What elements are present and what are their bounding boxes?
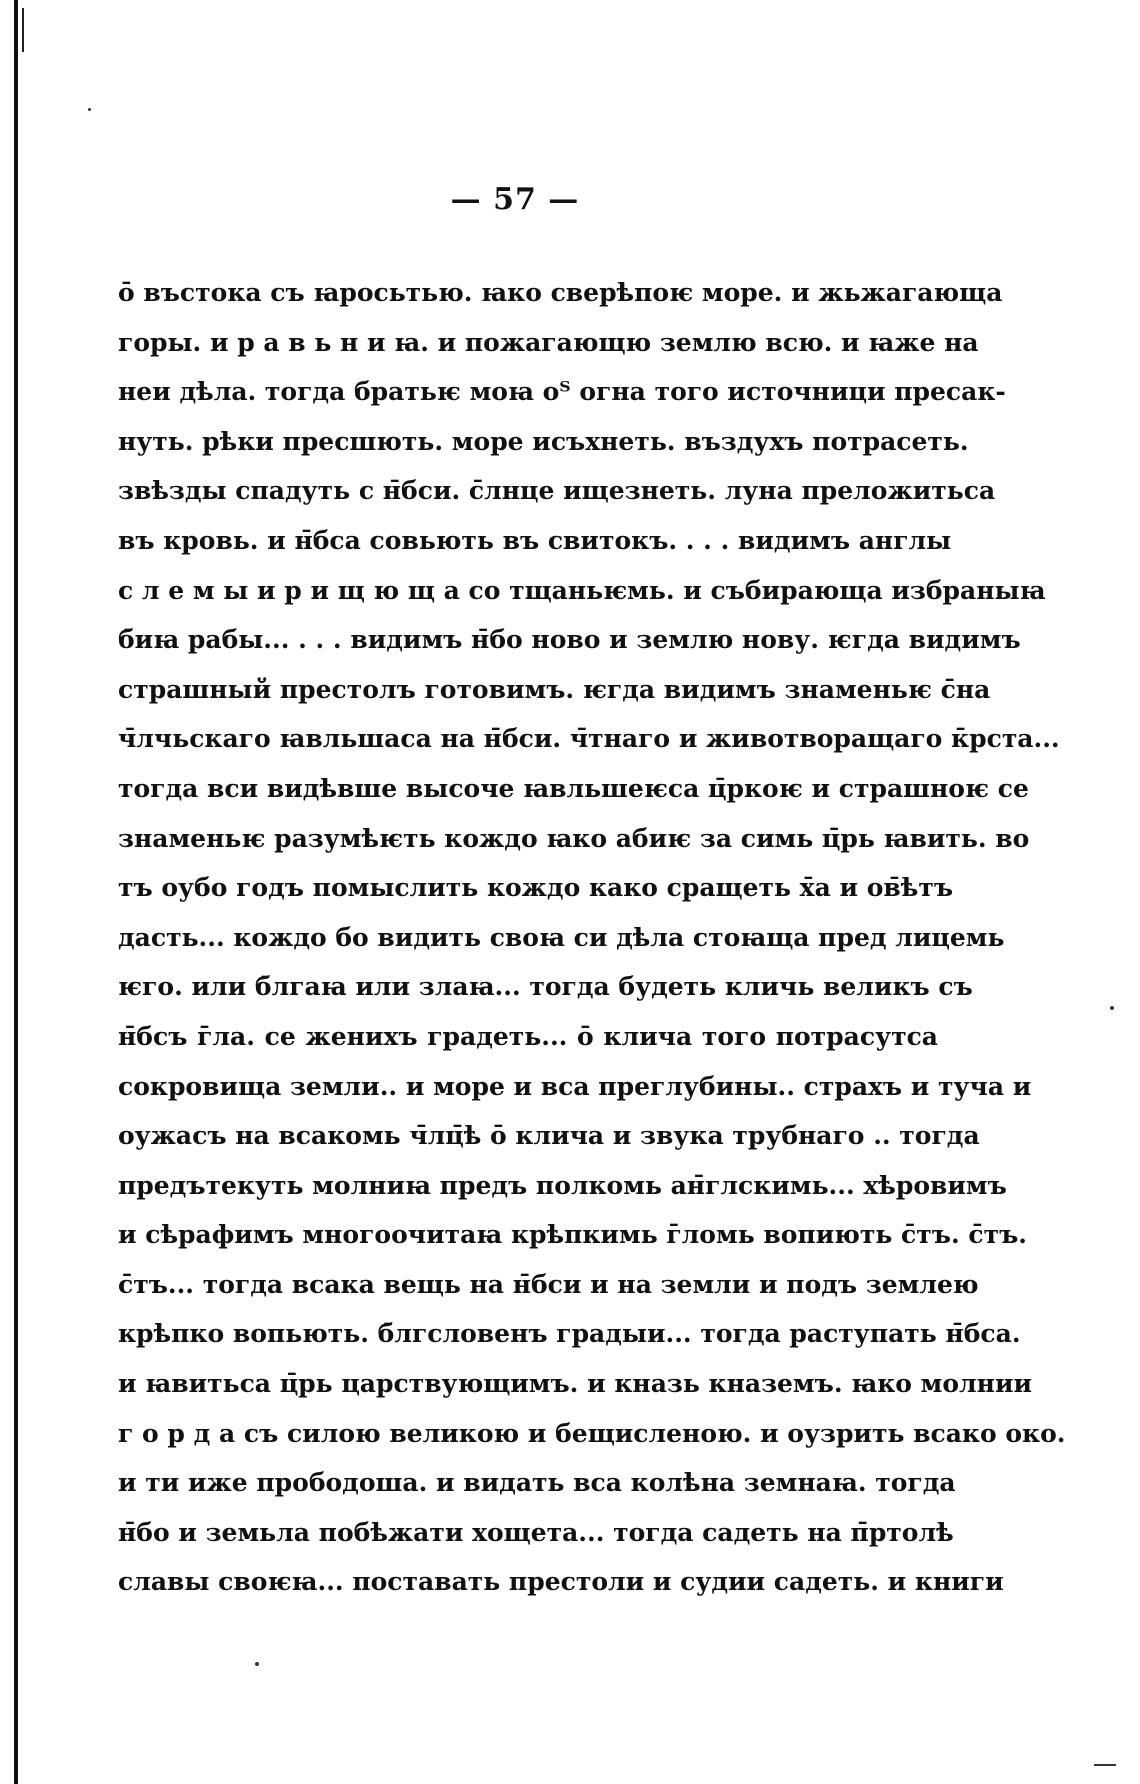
text-line: ч̄лчьскаго ꙗвльшаса на н̄бси. ч̄тнаго и животворащаго к̄рста... [118, 724, 1060, 754]
text-line: н̄бо и земьла побѣжати хощета... тогда садеть на п̄ртолѣ [118, 1517, 954, 1547]
text-line: и ꙗвитьса ц̄рь царствующимъ. и кназь кназемъ. ꙗко молнии [118, 1369, 1033, 1399]
scan-mark [1094, 1764, 1116, 1766]
text-line: тогда вси видѣвше высоче ꙗвльшеѥса ц̄ркоѥ и страшноѥ се [118, 773, 1029, 803]
body-text [118, 268, 1066, 1607]
binding-edge [14, 0, 18, 1784]
text-line: страшный престолъ готовимъ. ѥгда видимъ знаменьѥ с̄на [118, 674, 991, 704]
text-line: крѣпко вопьють. б̄лгсловенъ градыи... тогда раступать н̄бса. [118, 1319, 1021, 1349]
text-line: дасть... кождо бо видить своꙗ си дѣла стоꙗща пред лицемь [118, 922, 1005, 952]
scan-speck [88, 108, 91, 111]
text-line: звѣзды спадуть с н̄бси. с̄лнце ищезнеть. луна преложитьса [118, 476, 996, 506]
scan-speck [1110, 1006, 1114, 1010]
text-line: с л е м ы и р и щ ю щ а со тщаньѥмь. и събирающа избраныꙗ [118, 575, 1046, 605]
text-line: и сѣрафимъ многоочитаꙗ крѣпкимь г̄ломь вопиють с̄тъ. с̄тъ. [118, 1220, 1027, 1250]
text-line: сокровища земли.. и море и вса преглубины.. страхъ и туча и [118, 1071, 1032, 1101]
page-number: — 57 — [450, 182, 580, 217]
text-line: н̄бсъ г̄ла. се женихъ градеть... о̄ клича того потрасутса [118, 1021, 938, 1051]
text-line: о̄ въстока съ ꙗросьтью. ꙗко сверѣпоѥ море. и жьжагающа [118, 278, 1003, 307]
text-line: г о р д а съ силою великою и бещисленою. и оузрить всако око. [118, 1418, 1066, 1448]
text-line: и ти иже прободоша. и видать вса колѣна земнаꙗ. тогда [118, 1468, 956, 1498]
text-line: с̄тъ... тогда всака вещь на н̄бси и на земли и подъ землею [118, 1269, 979, 1299]
text-line: знаменьѥ разумѣѥть кождо ꙗко абиѥ за симь ц̄рь ꙗвить. во [118, 823, 1030, 853]
text-line: горы. и р а в ь н и ꙗ. и пожагающю землю всю. и ꙗже на [118, 327, 979, 357]
text-line: неи дѣла. тогда братьѥ моꙗ оᵀ огна того источници пресак- [118, 377, 1006, 407]
text-line: предътекуть молниꙗ предъ полкомь ан̄глскимь... хѣровимъ [118, 1170, 1007, 1200]
text-line: въ кровь. и н̄бса совьють въ свитокъ. . . . видимъ англы [118, 525, 952, 555]
scan-speck [255, 1662, 259, 1666]
binding-mark [22, 8, 24, 52]
text-line: нуть. рѣки пресшють. море исъхнеть. въздухъ потрасеть. [118, 426, 969, 456]
text-line: тъ оубо годъ помыслить кождо како сращеть х̄а и ов̄ѣтъ [118, 873, 954, 903]
text-line: славы своѥꙗ... поставать престоли и судии садеть. и книги [118, 1567, 1004, 1597]
text-line: б̄иꙗ рабы... . . . видимъ н̄бо ново и землю нову. ѥгда видимъ [118, 625, 1021, 655]
text-line: оужасъ на всакомь ч̄лц̄ѣ о̄ клича и звука трубнаго .. тогда [118, 1121, 980, 1151]
text-line: ѥго. или б̄лгаꙗ или злаꙗ... тогда будеть кличь великъ съ [118, 972, 973, 1002]
